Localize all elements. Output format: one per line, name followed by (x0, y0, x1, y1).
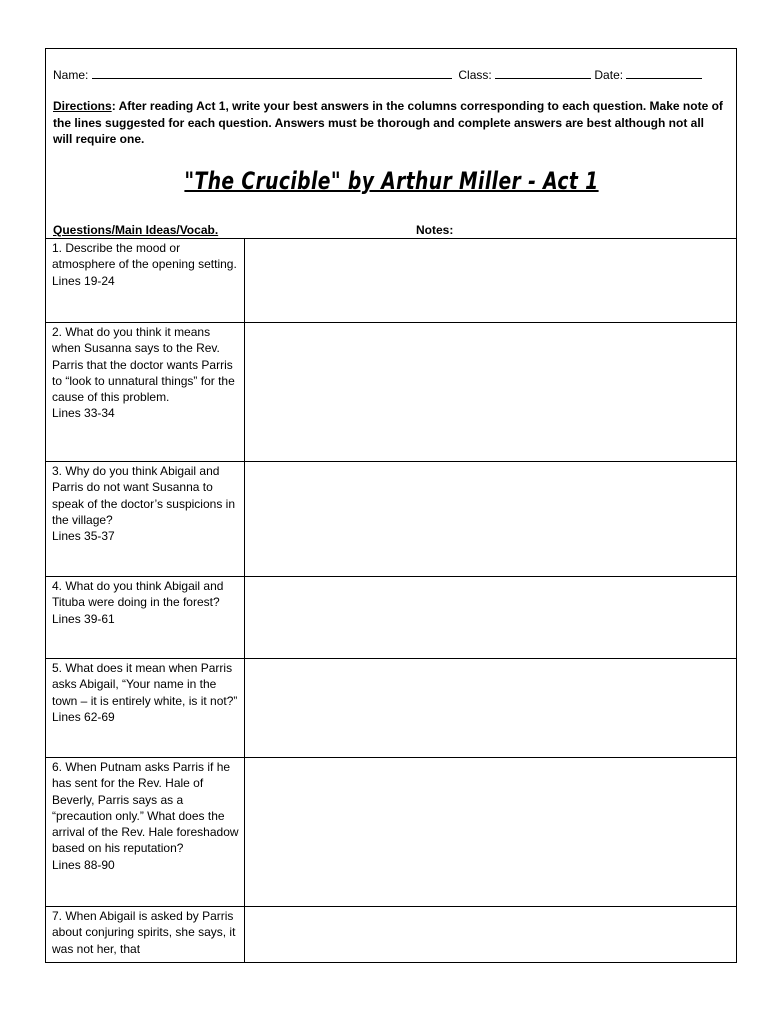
table-row (46, 323, 737, 462)
question-lines: Lines 39-61 (52, 611, 115, 626)
directions (53, 98, 723, 148)
questions-column-header: Questions/Main Ideas/Vocab. (53, 223, 219, 237)
notes-column-header: Notes: (416, 223, 454, 237)
question-lines: Lines 33-34 (52, 406, 115, 421)
questions-table (46, 238, 737, 963)
question-cell (46, 462, 244, 577)
notes-cell[interactable] (244, 462, 737, 577)
question-text: 1. Describe the mood or atmosphere of the opening setting. (52, 241, 237, 272)
question-text: 5. What does it mean when Parris asks Abigail, “Your name in the town – it is entirely white, is it not?” (52, 661, 238, 708)
notes-cell[interactable] (244, 323, 737, 462)
notes-cell[interactable] (244, 239, 737, 323)
date-label: Date: (594, 68, 624, 82)
question-text: 6. When Putnam asks Parris if he has sent for the Rev. Hale of Beverly, Parris says as a “precaution only.” What does the arrival of the Rev. Hale foreshadow based on his reputation? (52, 760, 239, 856)
class-field[interactable] (495, 67, 591, 79)
question-lines: Lines 88-90 (52, 857, 115, 872)
table-row (46, 659, 737, 758)
question-lines: Lines 62-69 (52, 709, 115, 724)
question-text: 2. What do you think it means when Susanna says to the Rev. Parris that the doctor wants Parris to “look to unnatural things” for the cause of this problem. (52, 325, 235, 405)
name-label: Name: (53, 68, 89, 82)
notes-cell[interactable] (244, 659, 737, 758)
question-cell (46, 907, 244, 964)
directions-label: Directions (53, 99, 112, 113)
class-label: Class: (458, 68, 492, 82)
notes-cell[interactable] (244, 577, 737, 659)
table-row (46, 907, 737, 964)
question-lines: Lines 19-24 (52, 273, 115, 288)
notes-cell[interactable] (244, 907, 737, 964)
table-row (46, 758, 737, 907)
header-fields (53, 67, 702, 82)
notes-cell[interactable] (244, 758, 737, 907)
table-row (46, 577, 737, 659)
question-cell (46, 577, 244, 659)
name-field[interactable] (92, 67, 452, 79)
question-cell (46, 659, 244, 758)
table-row (46, 462, 737, 577)
table-row (46, 239, 737, 323)
directions-text: : After reading Act 1, write your best answers in the columns corresponding to each question. Make note of the lines suggested for each question. Answers must be thorough and complete answers are best although not all will require one. (53, 99, 723, 146)
question-cell (46, 323, 244, 462)
worksheet-page (45, 48, 737, 963)
question-lines: Lines 35-37 (52, 529, 115, 544)
question-cell (46, 239, 244, 323)
page-title (46, 167, 736, 195)
question-text: 3. Why do you think Abigail and Parris do not want Susanna to speak of the doctor’s suspicions in the village? (52, 464, 235, 527)
question-text: 7. When Abigail is asked by Parris about conjuring spirits, she says, it was not her, that (52, 909, 236, 956)
question-text: 4. What do you think Abigail and Tituba were doing in the forest? (52, 579, 224, 610)
question-cell (46, 758, 244, 907)
title-text: "The Crucible" by Arthur Miller - Act 1 (183, 167, 599, 195)
date-field[interactable] (626, 67, 702, 79)
